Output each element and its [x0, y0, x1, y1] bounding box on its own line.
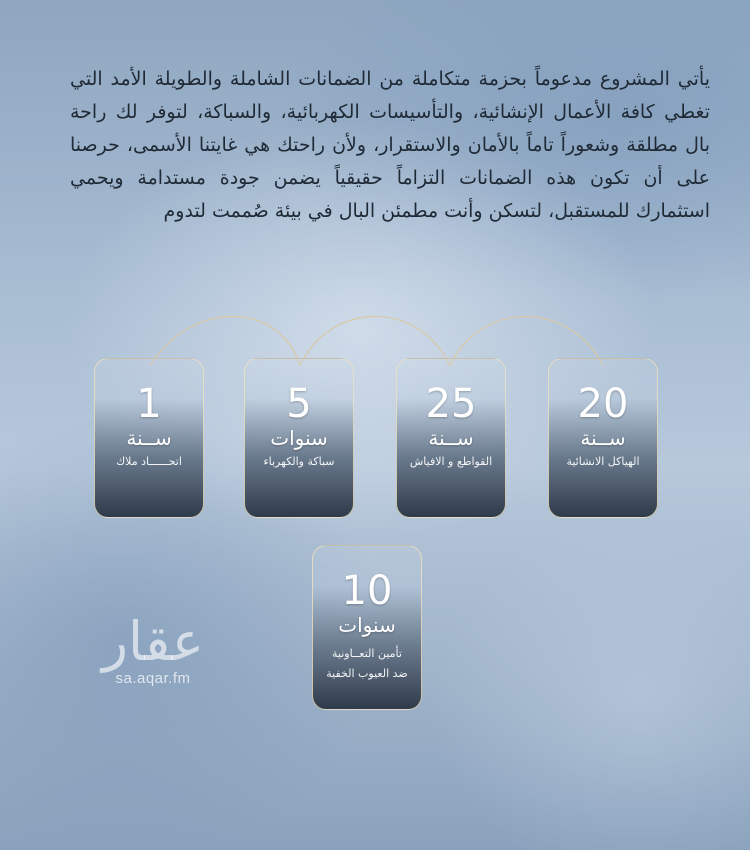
warranty-unit: ســنة — [580, 426, 626, 450]
warranty-years: 1 — [136, 381, 162, 427]
warranty-unit: سنوات — [338, 613, 396, 637]
warranty-card-insurance — [312, 545, 422, 710]
warranty-card-owners-association — [94, 358, 204, 518]
warranty-label: اتحــــــاد ملاك — [116, 455, 182, 468]
warranty-years: 5 — [286, 381, 312, 427]
warranty-card-structural — [548, 358, 658, 518]
warranty-label — [317, 644, 417, 684]
aqar-url: sa.aqar.fm — [115, 670, 191, 687]
warranty-years: 25 — [425, 381, 477, 427]
warranty-label-line: ضد العيوب الخفية — [326, 667, 408, 680]
warranty-years: 20 — [577, 381, 629, 427]
warranty-card-switches — [396, 358, 506, 518]
warranty-label: الهياكل الانشائية — [566, 455, 640, 468]
warranty-label: سباكة والكهرباء — [263, 455, 335, 468]
warranty-label-line: تأمين التعــاونية — [332, 647, 402, 660]
intro-paragraph: يأتي المشروع مدعوماً بحزمة متكاملة من الضمانات الشاملة والطويلة الأمد التي تغطي كافة الأعمال الإنشائية، والتأسيسات الكهربائية، والسباكة، لتوفر لك راحة بال مطلقة وشعوراً تاماً بالأمان والاستقرار، ولأن راحتك هي غايتنا الأسمى، حرصنا على أن تكون هذه الضمانات التزاماً حقيقياً يضمن جودة مستدامة ويحمي استثمارك للمستقبل، لتسكن وأنت مطمئن البال في بيئة صُممت لتدوم — [70, 68, 710, 222]
warranty-unit: سنوات — [270, 426, 328, 450]
warranty-label: القواطع و الافياش — [409, 455, 493, 468]
aqar-logo-text: عقار — [101, 610, 205, 673]
warranty-unit: ســنة — [126, 426, 172, 450]
warranty-card-plumbing — [244, 358, 354, 518]
warranty-unit: ســنة — [428, 426, 474, 450]
aqar-watermark — [88, 612, 218, 688]
warranty-years: 10 — [341, 568, 393, 614]
